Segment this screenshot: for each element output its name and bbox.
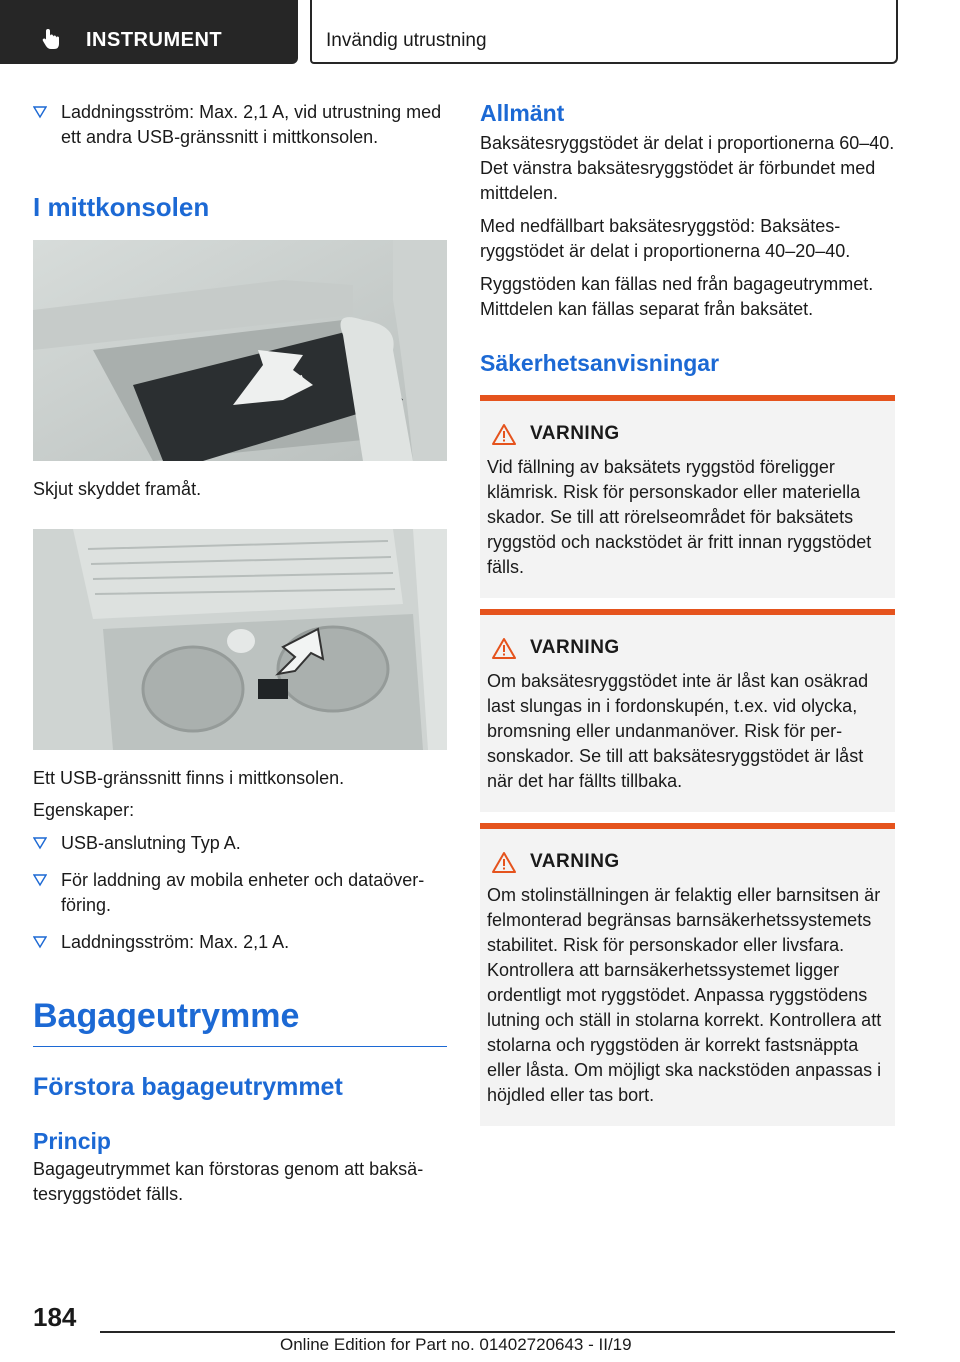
warning-box [480,609,895,812]
bullet-triangle-icon [33,836,47,850]
photo-caption-2: Ett USB-gränssnitt finns i mittkonsolen. [33,768,345,788]
list-item [33,100,447,150]
section-tab-label: Invändig utrustning [326,30,487,51]
warning-triangle-icon [492,851,516,873]
princip-text: Bagageutrymmet kan förstoras genom att baksätesryggstödet fälls. [33,1159,424,1204]
warning-text: Vid fällning av baksätets ryggstöd föreligger klämrisk. Risk för personskador eller materiella skador. Se till att rörelseområdet för baksätets ryggstöd och nackstödet är fritt innan ryggstödet fälls. [487,457,872,577]
chapter-tab[interactable] [0,0,298,64]
footer-edition: Online Edition for Part no. 01402720643 - II/19 [280,1335,632,1354]
heading-mittkonsolen: I mittkonsolen [33,192,210,222]
properties-label: Egenskaper: [33,800,135,820]
heading-allmant: Allmänt [480,100,565,126]
list-item [33,831,447,856]
warning-box [480,823,895,1126]
list-item [33,930,447,955]
section-tab[interactable] [310,0,898,64]
warning-text: Om stolinställningen är felaktig eller barnsitsen är felmonterad begränsas barnsäkerhetssystemets stabilitet. Risk för personskador eller livsfara. Kontrollera att barnsäkerhetssystemet ligger ordentligt mot ryggstödet. Anpassa ryggstödens lutning och ställ in stolarna korrekt. Kontrollera att stolarna och ryggstöden är korrekt fastsnäppta eller låsta. Om möjligt ska nackstöden anpassas i höjdled eller tas bort. [487,885,882,1105]
usb-port-photo [33,529,447,750]
heading-princip: Princip [33,1128,111,1154]
left-column [33,100,447,1207]
list-item-text: USB-anslutning Typ A. [61,833,241,853]
warning-title: VARNING [530,851,620,872]
list-item [33,868,447,918]
allmant-paragraph-3: Ryggstöden kan fällas ned från bagageutrymmet. Mittdelen kan fällas separat från baksätet. [480,274,874,319]
allmant-paragraph-1: Baksätesryggstödet är delat i proportionerna 60–40. Det vänstra baksätesryggstödet är förbundet med mittdelen. [480,133,895,203]
page-number: 184 [33,1302,77,1332]
warning-box [480,395,895,598]
allmant-paragraph-2: Med nedfällbart baksätesryggstöd: Baksätesryggstödet är delat i proportionerna 40–20–40. [480,216,851,261]
heading-sakerhetsanvisningar: Säkerhetsanvisningar [480,350,720,376]
photo-caption-1: Skjut skyddet framåt. [33,479,202,499]
warning-triangle-icon [492,637,516,659]
hand-pointer-icon [40,27,64,51]
chapter-tab-label: INSTRUMENT [86,29,223,51]
warning-title: VARNING [530,423,620,444]
warning-text: Om baksätesryggstödet inte är låst kan osäkrad last slungas in i fordonskupén, t.ex. vid olycka, bromsning eller undanmanöver. Risk för personskador. Se till att baksätesryggstödet är låst när det har fällts tillbaka. [487,671,869,791]
bullet-triangle-icon [33,935,47,949]
footer-divider [100,1331,895,1333]
console-lid-photo [33,240,447,461]
list-item-text: För laddning av mobila enheter och dataöverföring. [61,870,425,915]
bullet-triangle-icon [33,873,47,887]
warning-title: VARNING [530,637,620,658]
list-item-text: Laddningsström: Max. 2,1 A. [61,932,290,952]
warning-triangle-icon [492,423,516,445]
heading-forstora: Förstora bagageutrymmet [33,1073,343,1101]
list-item-text: Laddningsström: Max. 2,1 A, vid utrustning med ett andra USB-gränssnitt i mittkonsolen. [61,102,442,147]
heading-bagageutrymme: Bagageutrymme [33,997,447,1047]
bullet-triangle-icon [33,105,47,119]
page-header [0,0,960,66]
right-column [480,100,895,1126]
